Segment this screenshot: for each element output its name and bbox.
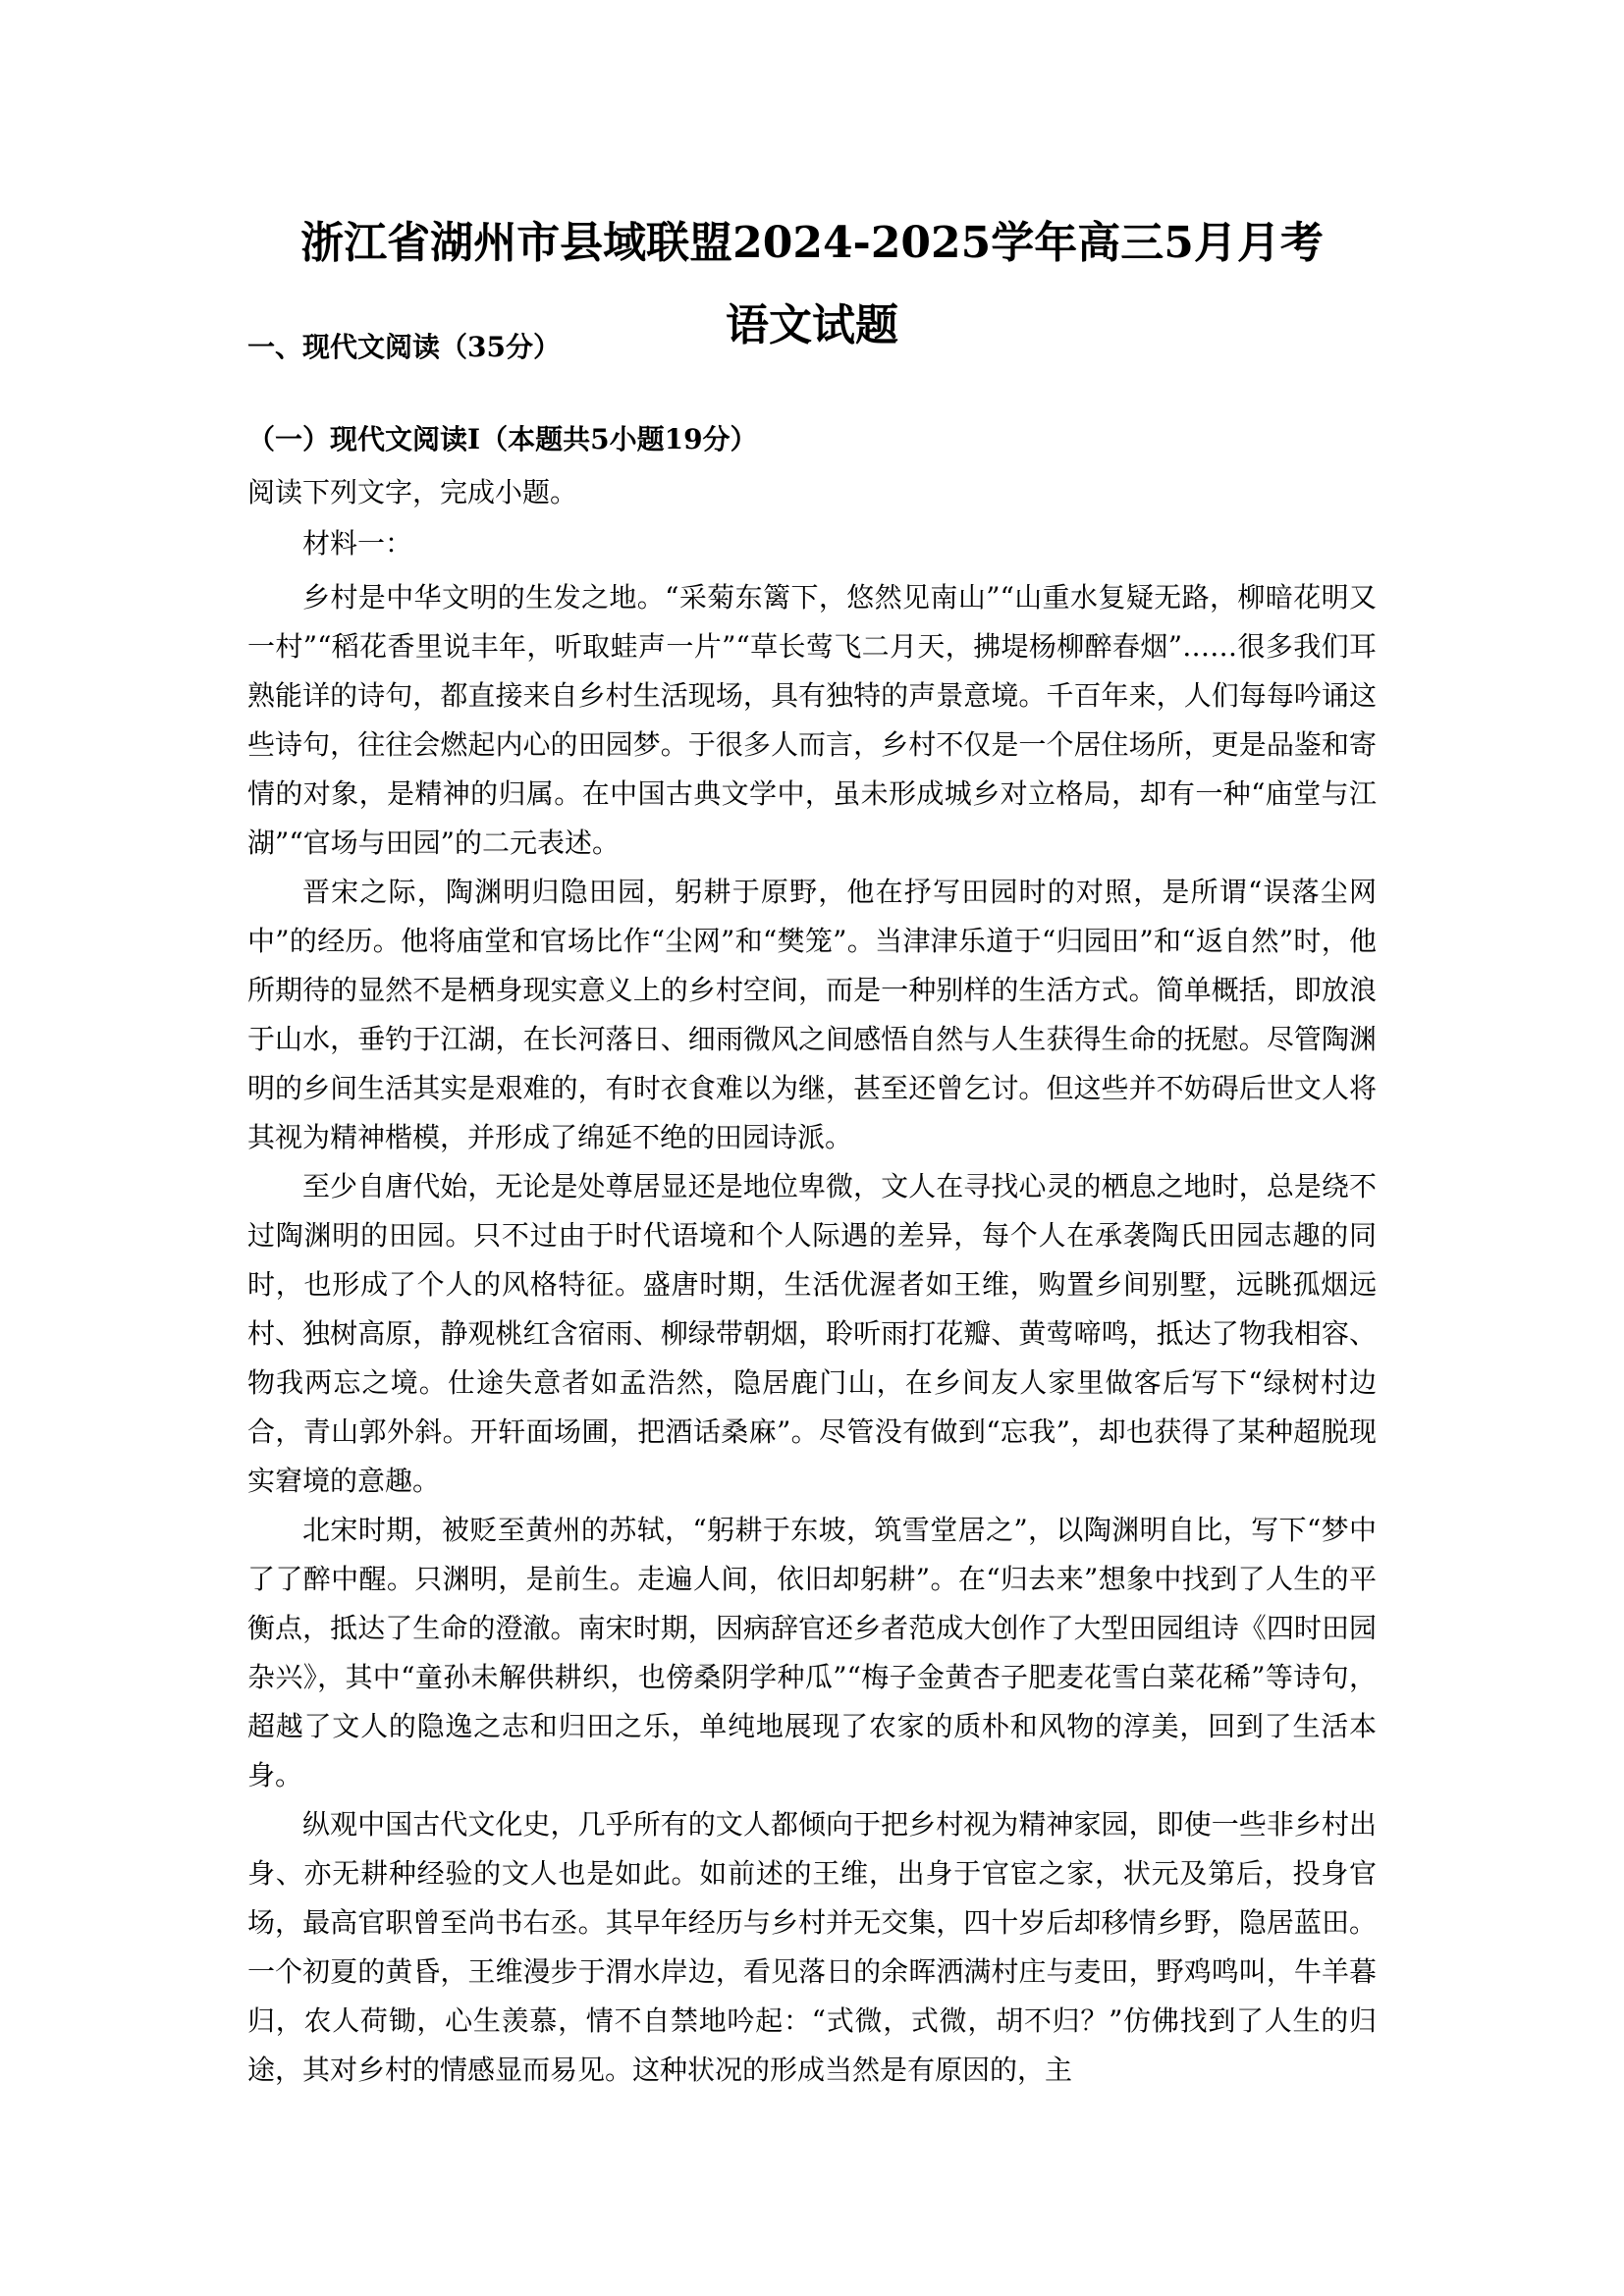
material-label: 材料一：	[302, 527, 413, 560]
reading-instruction: 阅读下列文字，完成小题。	[247, 476, 578, 508]
section-heading: 一、现代文阅读（35分）	[247, 331, 561, 363]
passage-paragraph: 乡村是中华文明的生发之地。“采菊东篱下，悠然见南山”“山重水复疑无路，柳暗花明又一村”“稻花香里说丰年，听取蛙声一片”“草长莺飞二月天，拂堤杨柳醉春烟”……很多我们耳熟能详的诗句，都直接来自乡村生活现场，具有独特的声景意境。千百年来，人们每每吟诵这些诗句，往往会燃起内心的田园梦。于很多人而言，乡村不仅是一个居住场所，更是品鉴和寄情的对象，是精神的归属。在中国古典文学中，虽未形成城乡对立格局，却有一种“庙堂与江湖”“官场与田园”的二元表述。	[247, 581, 1377, 859]
passage-body	[247, 573, 1377, 2095]
passage-paragraph: 至少自唐代始，无论是处尊居显还是地位卑微，文人在寻找心灵的栖息之地时，总是绕不过陶渊明的田园。只不过由于时代语境和个人际遇的差异，每个人在承袭陶氏田园志趣的同时，也形成了个人的风格特征。盛唐时期，生活优渥者如王维，购置乡间别墅，远眺孤烟远村、独树高原，静观桃红含宿雨、柳绿带朝烟，聆听雨打花瓣、黄莺啼鸣，抵达了物我相容、物我两忘之境。仕途失意者如孟浩然，隐居鹿门山，在乡间友人家里做客后写下“绿树村边合，青山郭外斜。开轩面场圃，把酒话桑麻”。尽管没有做到“忘我”，却也获得了某种超脱现实窘境的意趣。	[247, 1170, 1377, 1497]
exam-subtitle: 语文试题	[726, 300, 898, 350]
passage-paragraph: 纵观中国古代文化史，几乎所有的文人都倾向于把乡村视为精神家园，即使一些非乡村出身、亦无耕种经验的文人也是如此。如前述的王维，出身于官宦之家，状元及第后，投身官场，最高官职曾至尚书右丞。其早年经历与乡村并无交集，四十岁后却移情乡野，隐居蓝田。一个初夏的黄昏，王维漫步于渭水岸边，看见落日的余晖洒满村庄与麦田，野鸡鸣叫，牛羊暮归，农人荷锄，心生羡慕，情不自禁地吟起：“式微，式微，胡不归？”仿佛找到了人生的归途，其对乡村的情感显而易见。这种状况的形成当然是有原因的，主	[247, 1808, 1377, 2086]
passage-paragraph: 晋宋之际，陶渊明归隐田园，躬耕于原野，他在抒写田园时的对照，是所谓“误落尘网中”的经历。他将庙堂和官场比作“尘网”和“樊笼”。当津津乐道于“归园田”和“返自然”时，他所期待的显然不是栖身现实意义上的乡村空间，而是一种别样的生活方式。简单概括，即放浪于山水，垂钓于江湖，在长河落日、细雨微风之间感悟自然与人生获得生命的抚慰。尽管陶渊明的乡间生活其实是艰难的，有时衣食难以为继，甚至还曾乞讨。但这些并不妨碍后世文人将其视为精神楷模，并形成了绵延不绝的田园诗派。	[247, 876, 1377, 1153]
subsection-heading: （一）现代文阅读Ⅰ（本题共5小题19分）	[247, 423, 758, 455]
passage-paragraph: 北宋时期，被贬至黄州的苏轼，“躬耕于东坡，筑雪堂居之”，以陶渊明自比，写下“梦中了了醉中醒。只渊明，是前生。走遍人间，依旧却躬耕”。在“归去来”想象中找到了人生的平衡点，抵达了生命的澄澈。南宋时期，因病辞官还乡者范成大创作了大型田园组诗《四时田园杂兴》，其中“童孙未解供耕织，也傍桑阴学种瓜”“梅子金黄杏子肥麦花雪白菜花稀”等诗句，超越了文人的隐逸之志和归田之乐，单纯地展现了农家的质朴和风物的淳美，回到了生活本身。	[247, 1514, 1377, 1791]
exam-title: 浙江省湖州市县域联盟2024-2025学年高三5月月考	[300, 218, 1324, 268]
